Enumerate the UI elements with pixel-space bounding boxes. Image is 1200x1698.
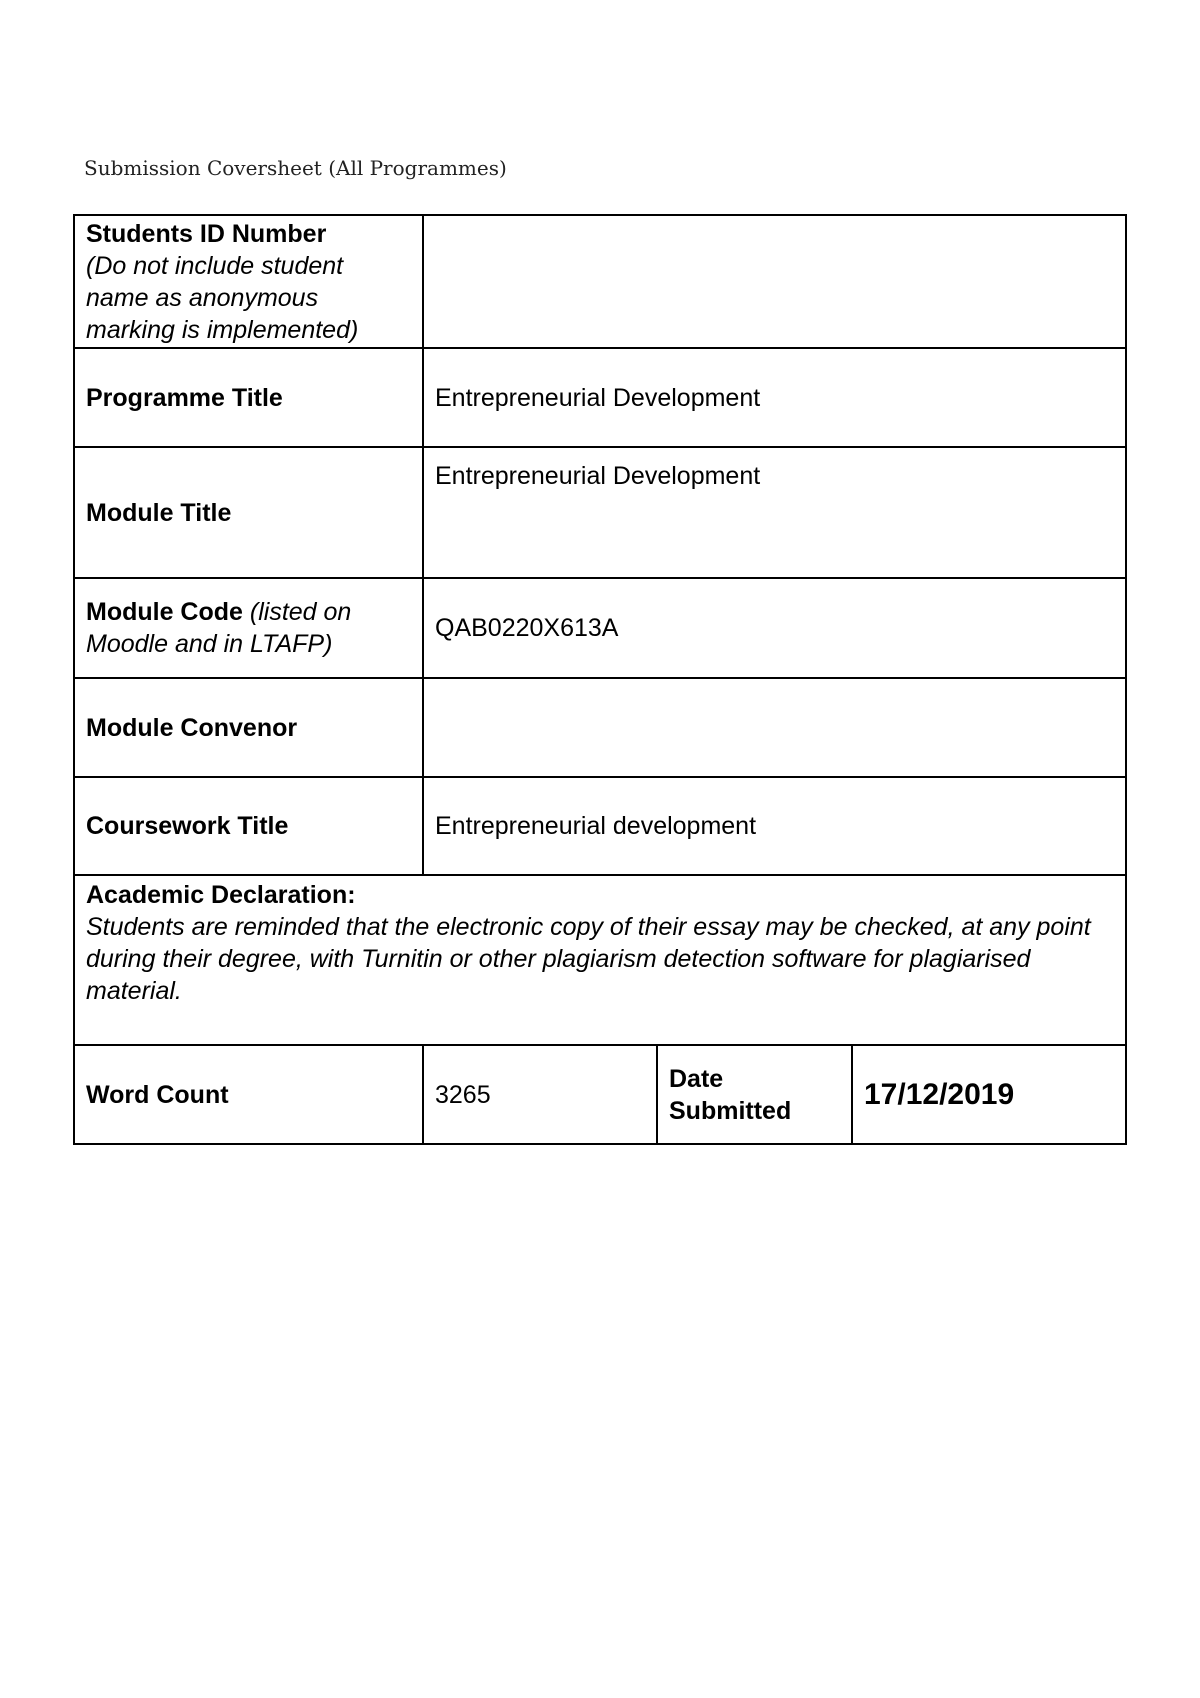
coversheet-table	[73, 214, 1127, 1145]
word-count-label: Word Count	[74, 1045, 423, 1144]
date-submitted-value[interactable]: 17/12/2019	[852, 1045, 1126, 1144]
date-submitted-label: Date Submitted	[657, 1045, 852, 1144]
row-module-title	[74, 447, 1126, 578]
row-student-id	[74, 215, 1126, 348]
row-word-count-date	[74, 1045, 1126, 1144]
row-module-convenor	[74, 678, 1126, 777]
programme-title-value[interactable]: Entrepreneurial Development	[423, 348, 1126, 447]
module-code-label-cell	[74, 578, 423, 678]
academic-declaration-text: Students are reminded that the electronic copy of their essay may be checked, at any point during their degree, with Turnitin or other plagiarism detection software for plagiarised material.	[86, 913, 1091, 1005]
row-programme-title	[74, 348, 1126, 447]
programme-title-label: Programme Title	[74, 348, 423, 447]
coursework-title-label: Coursework Title	[74, 777, 423, 875]
academic-declaration-cell	[74, 875, 1126, 1045]
module-convenor-label: Module Convenor	[74, 678, 423, 777]
student-id-label: Students ID Number	[86, 220, 327, 248]
student-id-value[interactable]	[423, 215, 1126, 348]
word-count-value[interactable]: 3265	[423, 1045, 657, 1144]
row-module-code	[74, 578, 1126, 678]
module-convenor-value[interactable]	[423, 678, 1126, 777]
student-id-note: (Do not include student name as anonymous marking is implemented)	[86, 252, 359, 344]
module-title-label: Module Title	[74, 447, 423, 578]
row-coursework-title	[74, 777, 1126, 875]
academic-declaration-label: Academic Declaration:	[86, 881, 356, 909]
row-academic-declaration	[74, 875, 1126, 1045]
module-code-value[interactable]: QAB0220X613A	[423, 578, 1126, 678]
module-title-value[interactable]: Entrepreneurial Development	[423, 447, 1126, 578]
coversheet-title: Submission Coversheet (All Programmes)	[84, 156, 507, 180]
coursework-title-value[interactable]: Entrepreneurial development	[423, 777, 1126, 875]
module-code-label: Module Code	[86, 598, 243, 626]
module-code-note: (listed on Moodle and in LTAFP)	[86, 598, 352, 658]
student-id-label-cell	[74, 215, 423, 348]
